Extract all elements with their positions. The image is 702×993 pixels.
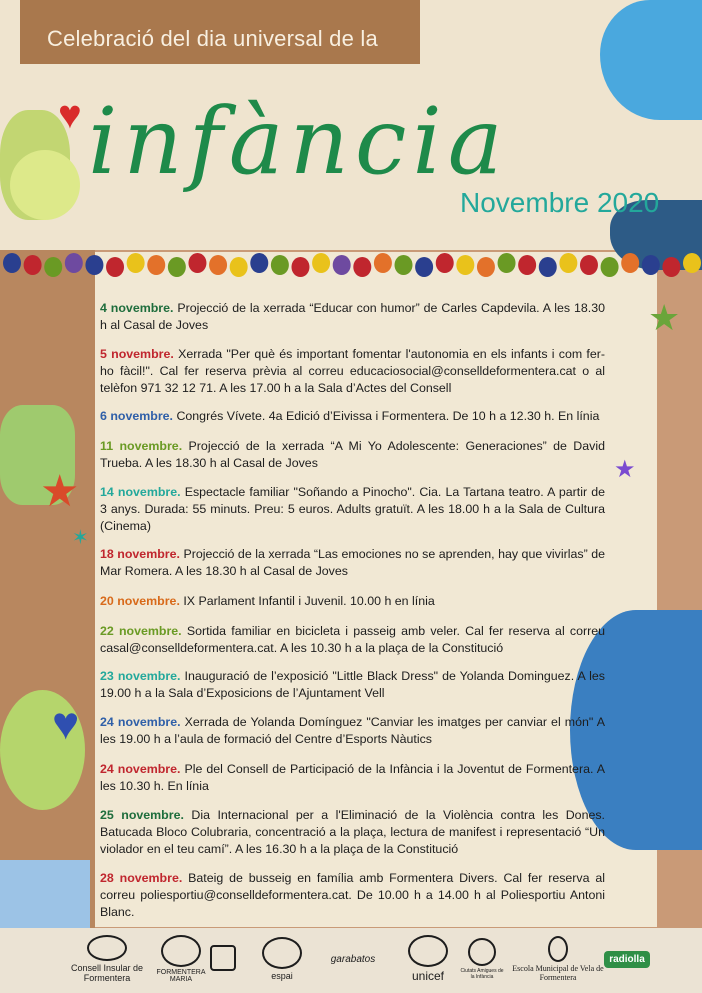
logo-espai: espai: [252, 935, 312, 983]
garland-dot: [291, 257, 309, 277]
logo-unicef: unicef: [398, 935, 458, 983]
event-date: 5 novembre.: [100, 347, 174, 361]
event-item: [100, 761, 605, 795]
event-item: [100, 870, 605, 921]
event-item: [100, 623, 605, 657]
garland-dot: [333, 255, 351, 275]
crest-icon: [87, 935, 127, 961]
logo-garabatos: garabatos: [330, 953, 376, 965]
garland-dot: [209, 255, 227, 275]
marina-icon: [161, 935, 201, 967]
garland-dot: [24, 255, 42, 275]
logo-marina: FORMENTERA MARIA: [150, 935, 212, 983]
event-date: 6 novembre.: [100, 409, 173, 423]
event-text: Projecció de la xerrada “Educar con humor” de Carles Capdevila. A les 18.30 h al Casal de Joves: [100, 301, 605, 332]
ciutats-icon: [468, 938, 496, 966]
garland-dot: [683, 253, 701, 273]
pale-green-circle: [10, 150, 80, 220]
event-text: Ple del Consell de Participació de la Infància i la Joventut de Formentera. A les 10.30 h. En línia: [100, 762, 605, 793]
garland-dot: [44, 257, 62, 277]
event-item: [100, 408, 605, 425]
garland-dot: [230, 257, 248, 277]
event-date: 25 novembre.: [100, 808, 184, 822]
garland-dot: [168, 257, 186, 277]
unicef-icon: [408, 935, 448, 967]
event-date: 14 novembre.: [100, 485, 181, 499]
logo-ciutats: Ciutats Amigues de la Infància: [458, 935, 506, 983]
garland-dot: [456, 255, 474, 275]
event-text: Bateig de busseig en família amb Formentera Divers. Cal fer reserva al correu poliesportiu@conselldeformentera.cat. De 10.00 h a 14.00 h al Poliesportiu Antoni Blanc.: [100, 871, 605, 919]
garland-dot: [127, 253, 145, 273]
star-icon: ★: [614, 456, 636, 483]
garland-dot: [353, 257, 371, 277]
event-text: Inauguració de l’exposició "Little Black Dress" de Yolanda Dominguez. A les 19.00 h a la Sala d’Exposicions de l’Ajuntament Vell: [100, 669, 605, 700]
event-item: [100, 668, 605, 702]
event-date: 24 novembre.: [100, 715, 181, 729]
garland-dot: [539, 257, 557, 277]
star-icon: ★: [648, 297, 681, 338]
garland-dot: [395, 255, 413, 275]
event-date: 23 novembre.: [100, 669, 181, 683]
event-item: [100, 714, 605, 748]
event-date: 24 novembre.: [100, 762, 181, 776]
event-text: Xerrada de Yolanda Domínguez "Canviar les imatges per canviar el món" A les 19.00 h a l’aula de formació del Centre d’Esports Nàutics: [100, 715, 605, 746]
garland-dot: [374, 253, 392, 273]
garland-dot: [415, 257, 433, 277]
event-item: [100, 484, 605, 535]
star-icon: ★: [40, 467, 80, 516]
garland-dot: [271, 255, 289, 275]
event-text: Projecció de la xerrada “A Mi Yo Adolescente: Generaciones” de David Trueba. A les 18.30 h al Casal de Joves: [100, 439, 605, 470]
garland-dot: [436, 253, 454, 273]
garland-dot: [580, 255, 598, 275]
garland-dot: [65, 253, 83, 273]
event-date: 18 novembre.: [100, 547, 180, 561]
event-text: Sortida familiar en bicicleta i passeig amb veler. Cal fer reserva al correu casal@conselldeformentera.cat. A les 10.30 h a la plaça de la Constitució: [100, 624, 605, 655]
garland-dot: [662, 257, 680, 277]
espai-icon: [262, 937, 302, 969]
dj-icon: [210, 945, 236, 971]
garland-dot: [518, 255, 536, 275]
event-text: Espectacle familiar "Soñando a Pinocho". Cia. La Tartana teatro. A partir de 3 anys. Durada: 55 minuts. Preu: 5 euros. Adults gratuït. A les 18.00 h a la Sala de Cultura (Cinema): [100, 485, 605, 533]
heart-icon: ♥: [58, 93, 82, 137]
blue-paper-bottom-left: [0, 860, 90, 930]
event-item: [100, 807, 605, 858]
garland-dot: [621, 253, 639, 273]
header-subtitle: Novembre 2020: [460, 187, 660, 218]
dot-garland: [0, 250, 702, 280]
header-title-small: Celebració del dia universal de la: [47, 26, 378, 51]
garland-dot: [106, 257, 124, 277]
garland-dot: [85, 255, 103, 275]
garland-dot: [147, 255, 165, 275]
garland-dot: [477, 257, 495, 277]
event-item: [100, 300, 605, 334]
event-date: 22 novembre.: [100, 624, 182, 638]
heart-icon: ♥: [52, 697, 80, 749]
header-title-big: infància: [88, 88, 509, 195]
event-date: 20 novembre.: [100, 594, 180, 608]
event-text: IX Parlament Infantil i Juvenil. 10.00 h en línia: [183, 594, 435, 608]
radio-badge: radiolla: [604, 951, 650, 968]
event-text: Dia Internacional per a l'Eliminació de la Violència contra les Dones. Batucada Bloco Colubraria, concentració a la plaça, lectura de manifest i representació “Un violador en el teu camí”. A les 16.30 h a la plaça de la Constitució: [100, 808, 605, 856]
garland-dot: [601, 257, 619, 277]
logo-escola: Escola Municipal de Vela de Formentera: [508, 935, 608, 983]
garland-dot: [498, 253, 516, 273]
logo-dj: [208, 935, 238, 983]
event-item: [100, 593, 605, 610]
event-date: 28 novembre.: [100, 871, 183, 885]
sail-icon: [548, 936, 568, 962]
event-date: 4 novembre.: [100, 301, 174, 315]
garland-dot: [559, 253, 577, 273]
cardboard-left: [0, 250, 95, 930]
event-date: 11 novembre.: [100, 439, 183, 453]
garland-dot: [3, 253, 21, 273]
garland-dot: [312, 253, 330, 273]
logo-consell: Consell Insular de Formentera: [62, 935, 152, 983]
logo-radio: [600, 935, 654, 983]
event-text: Congrés Vívete. 4a Edició d’Eivissa i Formentera. De 10 h a 12.30 h. En línia: [176, 409, 600, 423]
garland-dot: [642, 255, 660, 275]
garland-dot: [250, 253, 268, 273]
garland-dot: [188, 253, 206, 273]
event-text: Projecció de la xerrada “Las emociones no se aprenden, hay que vivirlas” de Mar Romera. A les 18.30 h al Casal de Joves: [100, 547, 606, 578]
star-icon: ✶: [72, 527, 89, 549]
event-item: [100, 438, 605, 472]
event-item: [100, 546, 605, 580]
event-text: Xerrada "Per què és important fomentar l'autonomia en els infants i com fer-ho fàcil!". Cal fer reserva prèvia al correu educaciosocial@conselldeformentera.cat o al telèfon 971 32 12 71. A les 17.00 h a la Sala d’Actes del Consell: [100, 347, 606, 395]
event-item: [100, 346, 605, 397]
